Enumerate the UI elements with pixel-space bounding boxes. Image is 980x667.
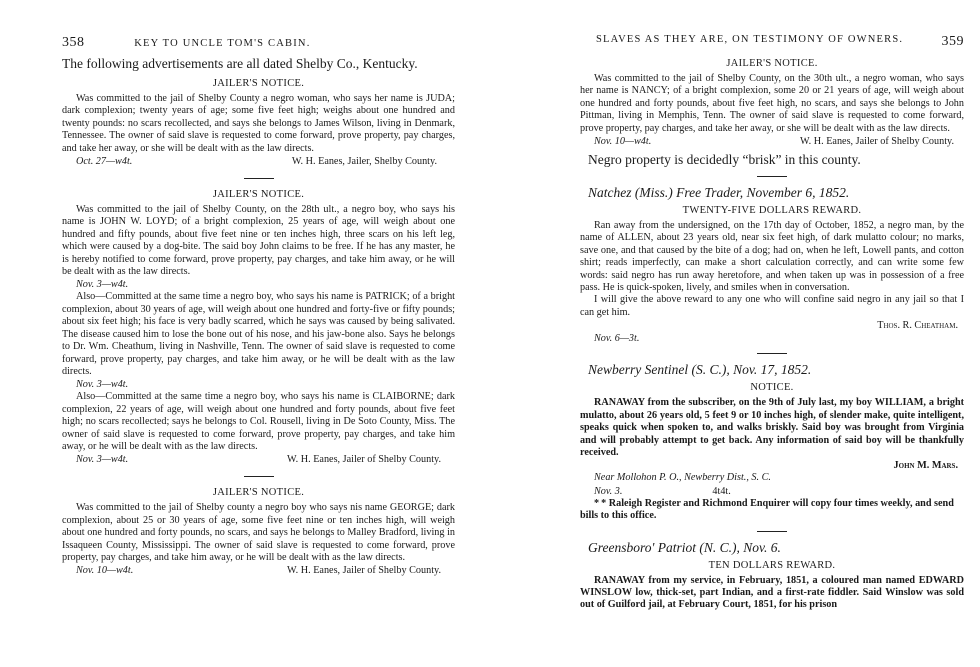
notice-body-patrick: Also—Committed at the same time a negro boy, who says his name is PATRICK; of a bright complexion, about 30 years of age, will weigh about one hundred and forty-five or fifty pounds; about six feet high; his face is very badly scarred, which he says was caused by being salivated. The disease caused him to lose the bone out of his nose, and his jaw-bone also. Says he belongs to Dr. Wm. Cheathum, living in Nashville, Tenn. The owner of said slave is requested to come forward, prove property, pay charges, and take him away, or he will be dealt with as the law directs.: [62, 291, 455, 377]
ad-body: Ran away from the undersigned, on the 17th day of October, 1852, a negro man, by the name of ALLEN, about 23 years old, near six feet high, of dark mulatto colour; no marks, save one, and that caused by the bite of a dog; had on, when he left, Lowell pants, and cotton shirt; reads imperfectly, can make a short calculation correctly, and can write some few words: said negro has run away heretofore, and when taken up was in possession of a free pass. He is quick-spoken, lively, and smiles when in conversation.: [580, 220, 964, 294]
right-page: [490, 0, 980, 667]
notice-date-line: [62, 378, 455, 391]
ad-heading: NOTICE.: [750, 382, 794, 394]
right-column: [580, 56, 964, 612]
notice-signature: W. H. Eanes, Jailer, Shelby County.: [291, 156, 437, 168]
notice-date: Nov. 3—w4t.: [76, 279, 129, 291]
running-title-left: KEY TO UNCLE TOM'S CABIN.: [134, 38, 311, 49]
notice-signature-line: [580, 135, 964, 148]
right-page-header: [580, 34, 964, 50]
notice-date: Nov. 10—w4t.: [76, 565, 134, 577]
commentary-text: Negro property is decidedly “brisk” in this county.: [588, 152, 861, 168]
notice-body: Was committed to the jail of Shelby county a negro boy who says nis name GEORGE; dark complexion, about 25 or 30 years of age, some five feet nine or ten inches high, will weigh about one hundred and forty pounds, no scars, and says he belongs to Malley Bradford, living in Issaqueen County, Mississippi. The owner of said slave is requested to come forward, prove property, pay charges, and take him away, or he will be dealt with as the law directs.: [62, 502, 455, 563]
notice-body: Was committed to the jail of Shelby County, on the 30th ult., a negro woman, who says her name is NANCY; of a bright complexion, some 20 or 21 years of age, will weigh about one hundred and forty pounds, about five feet high, no scars, and says she belongs to John Pittman, living in Memphis, Tenn. The owner of said slave is requested to come forward, prove property, pay charges, and take her away, or she will be dealt with as the law directs.: [580, 73, 964, 134]
ad-note: * * Raleigh Register and Richmond Enquirer will copy four times weekly, and send bills to this office.: [580, 497, 954, 522]
ad-heading: TWENTY-FIVE DOLLARS REWARD.: [682, 205, 862, 217]
page-number-left: 358: [62, 35, 85, 50]
notice-date: Oct. 27—w4t.: [76, 156, 133, 168]
newspaper-source-text: Newberry Sentinel (S. C.), Nov. 17, 1852.: [588, 362, 812, 378]
ad-date-line: [580, 332, 964, 345]
newspaper-source-text: Natchez (Miss.) Free Trader, November 6, 1852.: [588, 185, 850, 201]
notice-heading: JAILER'S NOTICE.: [726, 58, 818, 69]
intro-text: The following advertisements are all dated Shelby Co., Kentucky.: [62, 56, 418, 71]
ad-signature: Thos. R. Cheatham.: [877, 320, 958, 332]
notice-signature-line: [62, 564, 455, 577]
running-title-right: SLAVES AS THEY ARE, ON TESTIMONY OF OWNERS.: [596, 34, 904, 45]
notice-heading: JAILER'S NOTICE.: [212, 487, 305, 499]
ad-signature-line: [580, 319, 964, 332]
jailer-notice-juda: [62, 78, 455, 168]
jailer-notice-loyd: [62, 189, 455, 466]
ad-body: RANAWAY from the subscriber, on the 9th of July last, my boy WILLIAM, a bright mulatto, about 26 years old, 5 feet 9 or 10 inches high, of slender make, quite intelligent, speaks quick when spoken to, and walks briskly. Said boy was brought from Virginia and will probably attempt to get back. Any information of said boy will be thankfully received.: [580, 397, 964, 458]
left-page-header: [62, 34, 455, 51]
newspaper-source-text: Greensboro' Patriot (N. C.), Nov. 6.: [588, 539, 781, 555]
section-divider: [244, 476, 274, 477]
notice-signature: W. H. Eanes, Jailer of Shelby County.: [286, 565, 441, 577]
notice-signature-line: [62, 453, 455, 466]
notice-date: Nov. 10—w4t.: [594, 136, 652, 148]
section-divider: [757, 176, 787, 177]
ad-code: 4t4t.: [712, 485, 731, 497]
ad-signature-line: [580, 459, 964, 472]
ad-heading: TEN DOLLARS REWARD.: [708, 559, 836, 571]
newspaper-source: [580, 185, 964, 201]
newspaper-source: [580, 362, 964, 378]
ad-body-reward: I will give the above reward to any one who will confine said negro in any jail so that I can get him.: [580, 294, 964, 318]
ad-place: Near Mollohon P. O., Newberry Dist., S. C.: [594, 472, 771, 484]
ad-signature: John M. Mars.: [893, 460, 958, 472]
ad-date: Nov. 3.: [594, 485, 623, 497]
left-column: [62, 56, 455, 577]
notice-heading: JAILER'S NOTICE.: [212, 189, 305, 201]
notice-date: Nov. 3—w4t.: [76, 379, 129, 391]
section-divider: [757, 353, 787, 354]
newspaper-source: [580, 540, 964, 556]
notice-body-claiborne: Also—Committed at the same time a negro boy, who says his name is CLAIBORNE; dark complexion, 22 years of age, will weigh about one hundred and forty pounds, about five feet high; no scars recollected; says he belongs to Col. Rousell, living in De Soto County, Miss. The owner of said slave is requested to come forward, prove property, pay charges, and take him away, or he will be dealt with as the law directs.: [62, 391, 455, 452]
notice-date: Nov. 3—w4t.: [76, 454, 129, 466]
notice-signature: W. H. Eanes, Jailer of Shelby County.: [286, 454, 441, 466]
ad-greensboro: [580, 540, 964, 612]
notice-body: Was committed to the jail of Shelby County a negro woman, who says her name is JUDA; dark complexion; twenty years of age; some five feet high; weighs about one hundred and twenty pounds: no scars recollected, and says she belongs to James Wilson, living in Denmark, Tennessee. The owner of said slave is requested to come forward, prove property, pay charges, and take her away, or she will be dealt with as the law directs.: [62, 93, 455, 154]
jailer-notice-george: [62, 487, 455, 577]
ad-natchez: [580, 185, 964, 345]
notice-date-line: [62, 278, 455, 291]
ad-body: RANAWAY from my service, in February, 1851, a coloured man named EDWARD WINSLOW low, thick-set, part Indian, and a first-rate fiddler. Said Winslow was sold out of Guilford jail, at February Court, 1851, for his prison: [580, 574, 964, 611]
ad-newberry: [580, 362, 964, 522]
notice-heading: JAILER'S NOTICE.: [212, 78, 305, 89]
notice-body: Was committed to the jail of Shelby County, on the 28th ult., a negro boy, who says his name is JOHN W. LOYD; of a bright complexion, 25 years of age, will weigh about one hundred and fifty pounds, about five feet nine or ten inches high, three scars on his left leg, which were caused by a dog-bite. The said boy John claims to be free. If he has any master, he is hereby notified to come forward, prove property, pay charges, and take him away, or he will be dealt with as the law directs.: [62, 204, 455, 278]
section-divider: [757, 531, 787, 532]
section-divider: [244, 178, 274, 179]
notice-signature-line: [62, 155, 455, 168]
jailer-notice-nancy: [580, 58, 964, 148]
ad-date: Nov. 6—3t.: [594, 333, 640, 345]
notice-signature: W. H. Eanes, Jailer of Shelby County.: [799, 136, 954, 148]
ad-date-line: [580, 485, 964, 498]
page-number-right: 359: [941, 34, 964, 49]
